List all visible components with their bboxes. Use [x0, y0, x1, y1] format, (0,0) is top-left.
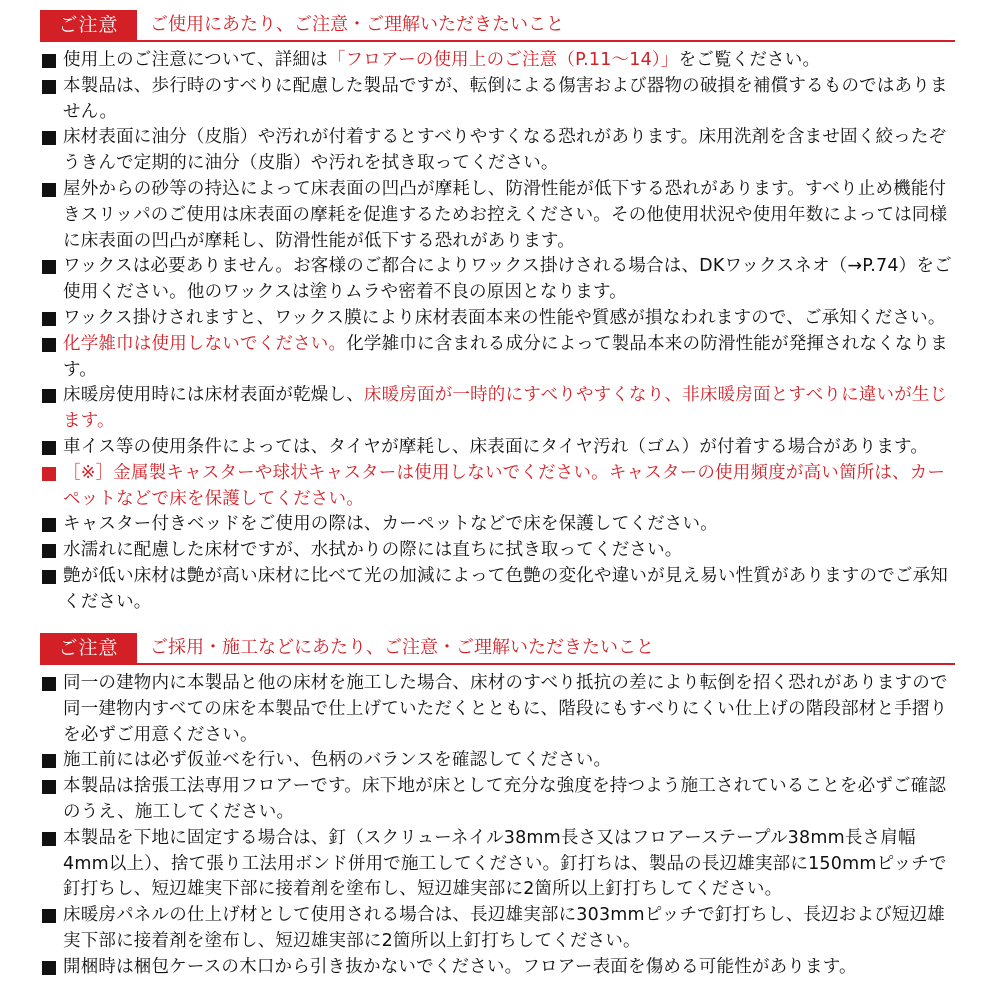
notice-item: [40, 826, 955, 903]
notice-item: [40, 461, 955, 513]
notice-item: [40, 332, 955, 384]
installation-notice-header: [40, 633, 955, 665]
square-bullet-icon: [42, 754, 56, 768]
notice-item: [40, 671, 955, 748]
emphasis-text: ［※］金属製キャスターや球状キャスターは使用しないでください。キャスターの使用頻度が高い箇所は、カーペットなどで床を保護してください。: [63, 462, 946, 509]
item-text: 使用上のご注意について、詳細は: [63, 50, 328, 70]
notice-item: [40, 955, 955, 981]
notice-item: [40, 903, 955, 955]
installation-notice-list: [40, 671, 955, 981]
square-bullet-icon: [42, 389, 56, 403]
notice-item: [40, 125, 955, 177]
emphasis-text: 化学雑巾は使用しないでください。: [63, 333, 347, 354]
square-bullet-icon: [42, 677, 56, 691]
item-text: 本製品は、歩行時のすべりに配慮した製品ですが、転倒による傷害および器物の破損を補償するものではありません。: [63, 75, 948, 122]
item-text: 床暖房パネルの仕上げ材として使用される場合は、長辺雄実部に303mmピッチで釘打ちし、長辺および短辺雄実下部に接着剤を塗布し、短辺雄実部に2箇所以上釘打ちしてください。: [63, 905, 945, 951]
square-bullet-icon: [42, 338, 56, 352]
notice-item: [40, 383, 955, 435]
square-bullet-icon: [42, 961, 56, 975]
item-text: 車イス等の使用条件によっては、タイヤが摩耗し、床表面にタイヤ汚れ（ゴム）が付着する場合があります。: [63, 436, 929, 457]
item-text: 床暖房使用時には床材表面が乾燥し、: [63, 385, 364, 406]
installation-notice-title: ご採用・施工などにあたり、ご注意・ご理解いただきたいこと: [150, 637, 654, 658]
square-bullet-icon: [42, 544, 56, 558]
notice-item: [40, 748, 955, 774]
installation-notice-section: [40, 633, 955, 981]
square-bullet-icon: [42, 467, 56, 481]
square-bullet-icon: [42, 909, 56, 923]
item-text: 同一の建物内に本製品と他の床材を施工した場合、床材のすべり抵抗の差により転倒を招く恐れがありますので同一建物内すべての床を本製品で仕上げていただくとともに、階段にもすべりにくい仕上げの階段部材と手摺りを必ずご用意ください。: [63, 673, 948, 745]
square-bullet-icon: [42, 183, 56, 197]
square-bullet-icon: [42, 832, 56, 846]
square-bullet-icon: [42, 80, 56, 94]
usage-notice-list: [40, 48, 955, 616]
notice-item: [40, 564, 955, 616]
emphasis-text: 「フロアーの使用上のご注意（P.11〜14）」: [327, 50, 679, 70]
item-text: 艶が低い床材は艶が高い床材に比べて光の加減によって色艶の変化や違いが見え易い性質がありますのでご承知ください。: [63, 565, 948, 612]
item-text: 本製品を下地に固定する場合は、釘（スクリューネイル38mm長さ又はフロアーステープル38mm長さ肩幅4mm以上）、捨て張り工法用ボンド併用で施工してください。釘打ちは、製品の長辺雄実部に150mmピッチで釘打ちし、短辺雄実下部に接着剤を塗布し、短辺雄実部に2箇所以上釘打ちしてください。: [63, 827, 947, 900]
notice-item: [40, 177, 955, 254]
item-text: ワックス掛けされますと、ワックス膜により床材表面本来の性能や質感が損なわれますので、ご承知ください。: [63, 307, 946, 328]
usage-notice-header: [40, 10, 955, 42]
emphasis-text: 床暖房面が一時的にすべりやすくなり、非床暖房面とすべりに違いが生じます。: [63, 385, 948, 432]
notice-badge: ご注意: [40, 633, 137, 663]
item-text: 水濡れに配慮した床材ですが、水拭かりの際には直ちに拭き取ってください。: [63, 540, 683, 561]
notice-item: [40, 538, 955, 564]
item-text: 屋外からの砂等の持込によって床表面の凹凸が摩耗し、防滑性能が低下する恐れがあります。すべり止め機能付きスリッパのご使用は床表面の摩耗を促進するためお控えください。その他使用状況や使用年数によっては同様に床表面の凹凸が摩耗し、防滑性能が低下する恐れがあります。: [63, 178, 948, 251]
square-bullet-icon: [42, 312, 56, 326]
item-text: をご覧ください。: [678, 50, 821, 70]
square-bullet-icon: [42, 518, 56, 532]
square-bullet-icon: [42, 54, 56, 68]
notice-item: [40, 512, 955, 538]
notice-item: [40, 254, 955, 306]
usage-notice-title: ご使用にあたり、ご注意・ご理解いただきたいこと: [150, 14, 564, 35]
notice-item: [40, 435, 955, 461]
item-text: キャスター付きベッドをご使用の際は、カーペットなどで床を保護してください。: [63, 514, 718, 535]
notice-item: [40, 774, 955, 826]
square-bullet-icon: [42, 260, 56, 274]
item-text: ワックスは必要ありません。お客様のご都合によりワックス掛けされる場合は、DKワックスネオ（→P.74）をご使用ください。他のワックスは塗りムラや密着不良の原因となります。: [63, 256, 952, 303]
notice-item: [40, 306, 955, 332]
square-bullet-icon: [42, 780, 56, 794]
item-text: 床材表面に油分（皮脂）や汚れが付着するとすべりやすくなる恐れがあります。床用洗剤を含ませ固く絞ったぞうきんで定期的に油分（皮脂）や汚れを拭き取ってください。: [63, 127, 947, 174]
notice-item: [40, 48, 955, 74]
item-text: 本製品は捨張工法専用フロアーです。床下地が床として充分な強度を持つよう施工されていることを必ずご確認のうえ、施工してください。: [63, 776, 947, 822]
square-bullet-icon: [42, 441, 56, 455]
square-bullet-icon: [42, 131, 56, 145]
square-bullet-icon: [42, 570, 56, 584]
notice-badge: ご注意: [40, 10, 137, 40]
notice-item: [40, 74, 955, 126]
item-text: 施工前には必ず仮並べを行い、色柄のバランスを確認してください。: [63, 750, 612, 771]
item-text: 開梱時は梱包ケースの木口から引き抜かないでください。フロアー表面を傷める可能性があります。: [63, 956, 857, 977]
usage-notice-section: [40, 10, 955, 616]
item-text: 化学雑巾に含まれる成分によって製品本来の防滑性能が発揮されなくなります。: [63, 333, 949, 380]
